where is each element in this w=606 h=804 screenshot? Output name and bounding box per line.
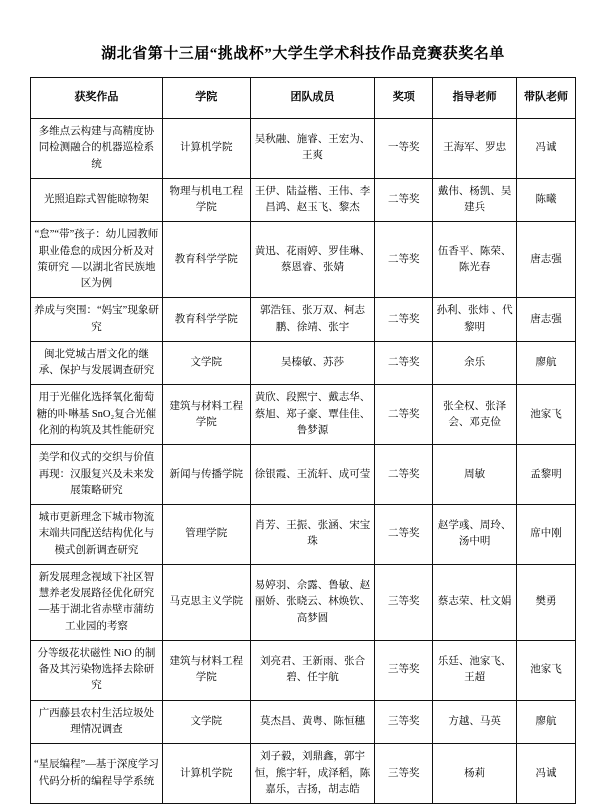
advisors-cell: 杨莉 [433,744,517,804]
members-cell: 郭浩钰、张万双、柯志鹏、徐靖、张宇 [250,298,375,342]
award-cell: 一等奖 [375,119,433,179]
work-cell: 分等级花状磁性 NiO 的制备及其污染物选择去除研究 [31,640,163,700]
award-cell: 二等奖 [375,341,433,385]
members-cell: 黄迅、花雨婷、罗佳琳、蔡恩睿、张婧 [250,222,375,298]
header-college: 学院 [162,78,250,119]
college-cell: 文学院 [162,341,250,385]
members-cell: 肖芳、王振、张涵、宋宝珠 [250,505,375,565]
leader-cell: 廖航 [517,700,576,744]
work-cell: 用于光催化选择氧化葡萄糖的卟啉基 SnO₂复合光催化剂的构筑及其性能研究 [31,385,163,445]
work-cell: 养成与突围：“妈宝”现象研究 [31,298,163,342]
leader-cell: 唐志强 [517,298,576,342]
college-cell: 管理学院 [162,505,250,565]
award-cell: 二等奖 [375,505,433,565]
header-members: 团队成员 [250,78,375,119]
leader-cell: 陈曦 [517,178,576,222]
advisors-cell: 周敏 [433,445,517,505]
advisors-cell: 方越、马英 [433,700,517,744]
award-cell: 三等奖 [375,744,433,804]
college-cell: 教育科学学院 [162,298,250,342]
work-cell: 闽北党城古厝文化的继承、保护与发展调查研究 [31,341,163,385]
advisors-cell: 张全权、张泽会、邓克俭 [433,385,517,445]
table-row [31,385,576,445]
members-cell: 王伊、陆益楷、王伟、李昌鸿、赵玉飞、黎杰 [250,178,375,222]
leader-cell: 冯诚 [517,744,576,804]
award-cell: 三等奖 [375,700,433,744]
members-cell: 吴榛敏、苏莎 [250,341,375,385]
members-cell: 易婷羽、佘露、鲁敏、赵丽娇、张晓云、林焕钦、高梦圆 [250,564,375,640]
award-cell: 二等奖 [375,178,433,222]
members-cell: 刘子毅，刘鼎鑫，郭宇恒，熊宇轩，成泽稻，陈嘉乐，吉扬，胡志皓 [250,744,375,804]
advisors-cell: 王海军、罗忠 [433,119,517,179]
advisors-cell: 乐廷、池家飞、王超 [433,640,517,700]
table-row [31,298,576,342]
leader-cell: 唐志强 [517,222,576,298]
table-row [31,744,576,804]
work-cell: 多维点云构建与高精度协同检测融合的机器巡检系统 [31,119,163,179]
header-work: 获奖作品 [31,78,163,119]
table-row [31,564,576,640]
work-cell: “星辰编程”—基于深度学习代码分析的编程导学系统 [31,744,163,804]
award-cell: 三等奖 [375,640,433,700]
table-row [31,700,576,744]
leader-cell: 池家飞 [517,640,576,700]
award-list-table [30,77,576,804]
work-cell: 广西藤县农村生活垃圾处理情况调查 [31,700,163,744]
college-cell: 计算机学院 [162,119,250,179]
members-cell: 黄欣、段熙宁、戴志华、蔡旭、郑子豪、覃佳佳、鲁梦源 [250,385,375,445]
table-header-row [31,78,576,119]
award-cell: 二等奖 [375,222,433,298]
advisors-cell: 戴伟、杨凯、吴建兵 [433,178,517,222]
table-row [31,640,576,700]
work-cell: 美学和仪式的交织与价值再现：汉服复兴及未来发展策略研究 [31,445,163,505]
work-cell: 新发展理念视域下社区智慧养老发展路径优化研究—基于湖北省赤壁市蒲纺工业园的考察 [31,564,163,640]
college-cell: 计算机学院 [162,744,250,804]
award-cell: 三等奖 [375,564,433,640]
leader-cell: 樊勇 [517,564,576,640]
table-row [31,341,576,385]
members-cell: 吴秋融、施睿、王宏为、王爽 [250,119,375,179]
award-cell: 二等奖 [375,298,433,342]
advisors-cell: 赵学彧、周玲、汤中明 [433,505,517,565]
college-cell: 建筑与材料工程学院 [162,640,250,700]
header-advisors: 指导老师 [433,78,517,119]
college-cell: 教育科学学院 [162,222,250,298]
college-cell: 马克思主义学院 [162,564,250,640]
header-leader: 带队老师 [517,78,576,119]
members-cell: 莫杰昌、黄粤、陈恒穗 [250,700,375,744]
members-cell: 徐银霞、王流轩、成可莹 [250,445,375,505]
leader-cell: 冯诚 [517,119,576,179]
college-cell: 建筑与材料工程学院 [162,385,250,445]
work-cell: 城市更新理念下城市物流末端共同配送结构优化与模式创新调查研究 [31,505,163,565]
college-cell: 新闻与传播学院 [162,445,250,505]
table-row [31,178,576,222]
leader-cell: 孟黎明 [517,445,576,505]
advisors-cell: 余乐 [433,341,517,385]
table-row [31,119,576,179]
table-row [31,445,576,505]
page-title: 湖北省第十三届“挑战杯”大学生学术科技作品竞赛获奖名单 [101,46,505,62]
leader-cell: 席中刚 [517,505,576,565]
work-cell: “怠”“带”孩子：幼儿园教师职业倦怠的成因分析及对策研究 —以湖北省民族地区为例 [31,222,163,298]
college-cell: 文学院 [162,700,250,744]
award-cell: 二等奖 [375,445,433,505]
advisors-cell: 蔡志荣、杜文娟 [433,564,517,640]
table-row [31,505,576,565]
table-row [31,222,576,298]
leader-cell: 廖航 [517,341,576,385]
advisors-cell: 孙利、张炜 、代黎明 [433,298,517,342]
header-award: 奖项 [375,78,433,119]
leader-cell: 池家飞 [517,385,576,445]
college-cell: 物理与机电工程学院 [162,178,250,222]
work-cell: 光照追踪式智能晾物架 [31,178,163,222]
advisors-cell: 伍香平、陈荣、陈光春 [433,222,517,298]
award-cell: 二等奖 [375,385,433,445]
members-cell: 刘亮君、王新雨、张合碧、任宇航 [250,640,375,700]
